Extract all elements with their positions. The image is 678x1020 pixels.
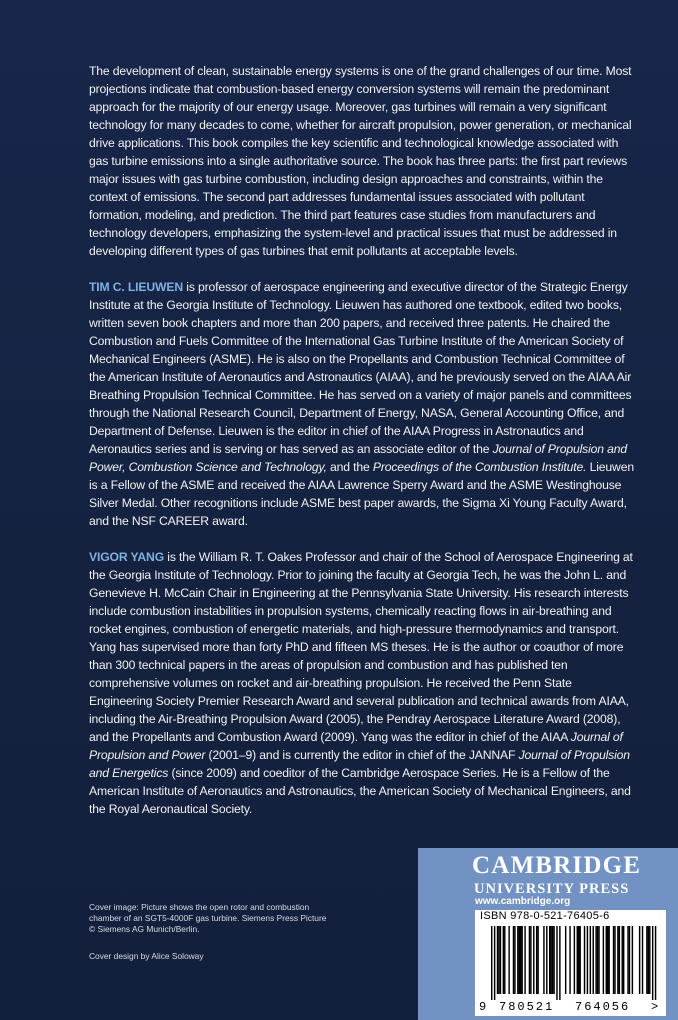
barcode-arrow: > xyxy=(651,1000,659,1014)
cover-credits xyxy=(89,902,349,962)
barcode-bar xyxy=(537,926,538,994)
author-name-lieuwen: TIM C. LIEUWEN xyxy=(89,280,184,294)
lieuwen-proceedings: Proceedings of the Combustion Institute. xyxy=(372,460,587,474)
barcode-bar xyxy=(498,926,499,994)
barcode-bar xyxy=(587,926,588,994)
back-cover-text xyxy=(89,62,637,836)
cover-image-credit-line-1: Cover image: Picture shows the open rotor and combustion xyxy=(89,902,310,912)
yang-bio-text-1: is the William R. T. Oakes Professor and chair of the School of Aerospace Engineering at the Georgia Institute of Technology. Prior to joining the faculty at Georgia Tech, he was the John L. and Genevieve H. McCain Chair in Engineering at the Pennsylvania State University. His research interests include combustion instabilities in propulsion systems, chemically reacting flows in air-breathing and rocket engines, combustion of energetic materials, and high-pressure thermodynamics and transport. Yang has supervised more than forty PhD and fifteen MS theses. He is the author or coauthor of more than 300 technical papers in the areas of propulsion and combustion and has published ten comprehensive volumes on rocket and air-breathing propulsion. He received the Penn State Engineering Society Premier Research Award and several publication and technical awards from AIAA, including the Air-Breathing Propulsion Award (2005), the Pendray Aerospace Literature Award (2008), and the Propellants and Combustion Award (2009). Yang was the editor in chief of the AIAA xyxy=(89,550,633,744)
barcode-bar xyxy=(500,926,501,994)
barcode-bar xyxy=(569,926,570,994)
barcode-bar xyxy=(529,926,530,994)
barcode-bar xyxy=(533,926,534,994)
lieuwen-bio-text-3: Lieuwen is a Fellow of the ASME and received the AIAA Lawrence Sperry Award and the ASME Westinghouse Silver Medal. Other recognitions include ASME best paper awards, the Sigma Xi Young Faculty Award, and the NSF CAREER award. xyxy=(89,460,634,528)
barcode-bar xyxy=(622,926,623,994)
barcode-bar xyxy=(497,926,498,994)
barcode-bar xyxy=(491,926,492,1000)
yang-journal-propulsion-energetics: Journal of Propulsion and Energetics xyxy=(89,748,630,780)
barcode-bar xyxy=(508,926,509,994)
barcode-bar xyxy=(556,926,557,1000)
publisher-website: www.cambridge.org xyxy=(475,896,571,907)
barcode-bar xyxy=(584,926,585,994)
cover-design-credit: Cover design by Alice Soloway xyxy=(89,951,204,961)
publisher-logo-university-press: UNIVERSITY PRESS xyxy=(474,881,630,897)
publisher-logo-cambridge: CAMBRIDGE xyxy=(472,852,642,879)
barcode-bar xyxy=(614,926,615,994)
barcode-bar xyxy=(513,926,514,994)
barcode-bar xyxy=(565,926,566,994)
barcode-bar xyxy=(595,926,596,994)
barcode-bar xyxy=(514,926,515,994)
barcode-bar xyxy=(623,926,624,994)
barcode-bar xyxy=(578,926,579,994)
barcode-bar xyxy=(593,926,594,994)
barcode-bar xyxy=(524,926,525,994)
barcode-bars xyxy=(491,926,656,1000)
isbn-label: ISBN 978-0-521-76405-6 xyxy=(480,910,610,922)
barcode-bar xyxy=(543,926,544,994)
cover-image-credit-line-3: © Siemens AG Munich/Berlin. xyxy=(89,924,200,934)
barcode-bar xyxy=(503,926,504,994)
barcode-bar xyxy=(632,926,633,994)
barcode-bar xyxy=(519,926,520,994)
barcode-bar xyxy=(520,926,521,994)
yang-bio-text-3: (since 2009) and coeditor of the Cambridge Aerospace Series. He is a Fellow of the American Institute of Aeronautics and Astronautics, the American Society of Mechanical Engineers, and the Royal Aeronautical Society. xyxy=(89,766,631,816)
barcode-bar xyxy=(559,926,560,1000)
lieuwen-bio-text-2: and the xyxy=(326,460,373,474)
lieuwen-journals: Journal of Propulsion and Power, Combustion Science and Technology, xyxy=(89,442,628,474)
barcode-bar xyxy=(574,926,575,994)
barcode-bar xyxy=(521,926,522,994)
yang-journal-propulsion-power: Journal of Propulsion and Power xyxy=(89,730,623,762)
barcode-bar xyxy=(598,926,599,994)
cover-image-credit-line-2: chamber of an SGT5-4000F gas turbine. Siemens Press Picture xyxy=(89,913,327,923)
barcode-bar xyxy=(530,926,531,994)
barcode-box xyxy=(475,910,666,1016)
barcode-bar xyxy=(577,926,578,994)
barcode-bar xyxy=(549,926,550,994)
barcode-bar xyxy=(517,926,518,994)
isbn-barcode xyxy=(475,924,666,1016)
barcode-digit-lead: 9 xyxy=(479,1000,487,1014)
barcode-bar xyxy=(619,926,620,994)
author-name-yang: VIGOR YANG xyxy=(89,550,165,564)
barcode-bar xyxy=(546,926,547,994)
barcode-bar xyxy=(603,926,604,994)
barcode-bar xyxy=(629,926,630,994)
barcode-bar xyxy=(627,926,628,994)
book-description: The development of clean, sustainable energy systems is one of the grand challenges of our time. Most projections indicate that combustion-based energy conversion systems will remain the predominant approach for the majority of our energy usage. Moreover, gas turbines will remain a very significant technology for many decades to come, whether for aircraft propulsion, power generation, or mechanical drive applications. This book compiles the key scientific and technological knowledge associated with gas turbine emissions into a single authoritative source. The book has three parts: the first part reviews major issues with gas turbine combustion, including design approaches and constraints, within the context of emissions. The second part addresses fundamental issues associated with pollutant formation, modeling, and prediction. The third part features case studies from manufacturers and technology developers, emphasizing the system-level and practical issues that must be addressed in developing different types of gas turbines that emit pollutants at acceptable levels. xyxy=(89,64,632,258)
author-bio-lieuwen xyxy=(89,278,637,530)
barcode-bar xyxy=(504,926,505,994)
barcode-bar xyxy=(536,926,537,994)
barcode-bar xyxy=(608,926,609,994)
barcode-bar xyxy=(606,926,607,994)
publisher-panel xyxy=(418,848,678,1020)
barcode-digits-right: 764056 xyxy=(575,1000,631,1014)
lieuwen-bio-text-1: is professor of aerospace engineering and executive director of the Strategic Energy Institute at the Georgia Institute of Technology. Lieuwen has authored one textbook, edited two books, written seven book chapters and more than 200 papers, and received three patents. He chaired the Combustion and Fuels Committee of the International Gas Turbine Institute of the American Society of Mechanical Engineers (ASME). He is also on the Propellants and Combustion Technical Committee of the American Institute of Aeronautics and Astronautics (AIAA), and he previously served on the AIAA Air Breathing Propulsion Technical Committee. He has served on a variety of major panels and committees through the National Research Council, Department of Energy, NASA, General Accounting Office, and Department of Defense. Lieuwen is the editor in chief of the AIAA Progress in Astronautics and Aeronautics series and is serving or has served as an associate editor of the xyxy=(89,280,632,456)
barcode-bar xyxy=(617,926,618,994)
author-bio-yang xyxy=(89,548,637,818)
barcode-bar xyxy=(646,926,647,994)
barcode-bar xyxy=(642,926,643,994)
barcode-bar xyxy=(579,926,580,994)
barcode-bar xyxy=(613,926,614,994)
barcode-bar xyxy=(552,926,553,994)
barcode-bar xyxy=(550,926,551,994)
barcode-bar xyxy=(652,926,653,1000)
barcode-bar xyxy=(648,926,649,994)
barcode-bar xyxy=(553,926,554,994)
barcode-bar xyxy=(607,926,608,994)
barcode-bar xyxy=(597,926,598,994)
barcode-bar xyxy=(655,926,656,1000)
yang-bio-text-2: (2001–9) and is currently the editor in chief of the JANNAF xyxy=(205,748,519,762)
barcode-bar xyxy=(639,926,640,994)
barcode-bar xyxy=(590,926,591,994)
barcode-bar xyxy=(494,926,495,1000)
barcode-digits-left: 780521 xyxy=(499,1000,555,1014)
barcode-bar xyxy=(649,926,650,994)
